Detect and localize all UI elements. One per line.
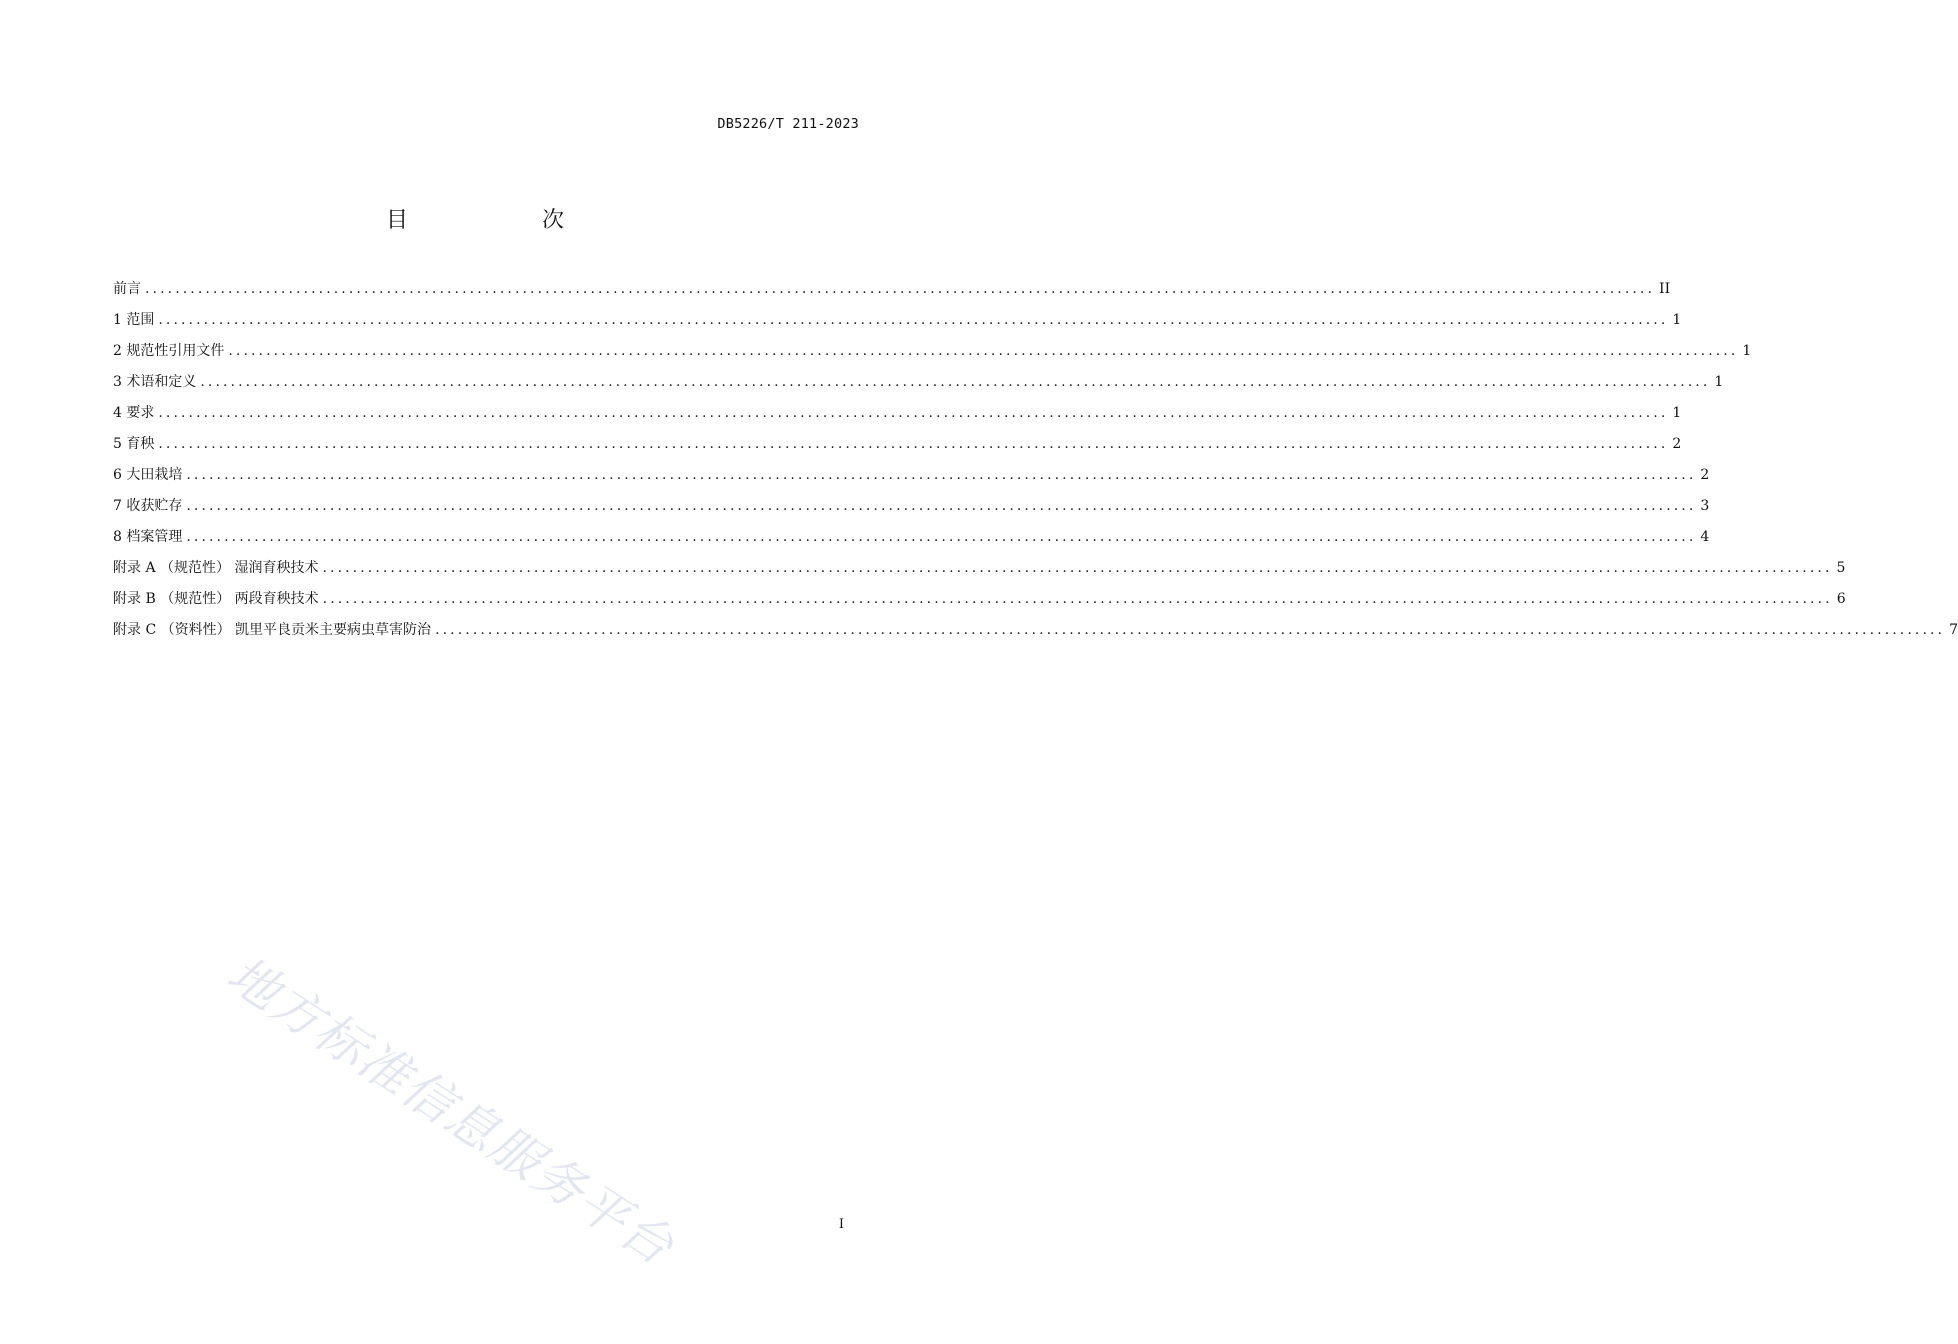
toc-entry-label: 1 范围 [113,312,155,328]
toc-entry[interactable] [113,402,1682,433]
toc-entry-label: 附录 B （规范性） 两段育秧技术 [113,591,319,607]
toc-entry[interactable] [113,588,1846,619]
toc-dot-leader: ........................................................................................................................................................................................................ [435,622,1946,638]
table-of-contents [113,278,1958,650]
toc-entry-label: 6 大田栽培 [113,467,183,483]
page-number: I [838,1217,844,1232]
toc-entry-page: 4 [1700,529,1710,545]
toc-dot-leader: ........................................................................................................................................................................................................ [200,374,1711,390]
toc-dot-leader: ........................................................................................................................................................................................................ [186,467,1697,483]
toc-dot-leader: ........................................................................................................................................................................................................ [158,312,1669,328]
toc-entry-page: II [1659,281,1671,297]
toc-dot-leader: ........................................................................................................................................................................................................ [158,405,1669,421]
toc-dot-leader: ........................................................................................................................................................................................................ [322,560,1833,576]
toc-entry-label: 3 术语和定义 [113,374,197,390]
toc-entry-page: 1 [1672,405,1682,421]
toc-entry[interactable] [113,526,1710,557]
toc-entry-page: 2 [1672,436,1682,452]
toc-entry-page: 7 [1949,622,1958,638]
toc-entry-label: 前言 [113,281,141,297]
toc-entry-page: 6 [1836,591,1846,607]
toc-entry-page: 5 [1836,560,1846,576]
toc-entry-label: 7 收获贮存 [113,498,183,514]
toc-entry[interactable] [113,433,1682,464]
watermark: 地方标准信息服务平台 [217,945,685,1277]
toc-entry-label: 附录 A （规范性） 湿润育秧技术 [113,560,319,576]
toc-entry-label: 4 要求 [113,405,155,421]
toc-dot-leader: ........................................................................................................................................................................................................ [186,529,1697,545]
toc-entry[interactable] [113,340,1752,371]
toc-title: 目 次 [385,208,620,233]
toc-entry[interactable] [113,371,1724,402]
toc-entry[interactable] [113,619,1958,650]
toc-entry[interactable] [113,278,1671,309]
toc-entry-label: 2 规范性引用文件 [113,343,225,359]
toc-entry[interactable] [113,557,1846,588]
toc-entry[interactable] [113,464,1710,495]
toc-entry[interactable] [113,309,1682,340]
toc-entry-page: 2 [1700,467,1710,483]
toc-dot-leader: ........................................................................................................................................................................................................ [228,343,1739,359]
toc-entry-page: 1 [1714,374,1724,390]
toc-dot-leader: ........................................................................................................................................................................................................ [322,591,1833,607]
toc-entry-label: 附录 C （资料性） 凯里平良贡米主要病虫草害防治 [113,622,432,638]
toc-entry-label: 8 档案管理 [113,529,183,545]
toc-entry-label: 5 育秧 [113,436,155,452]
toc-entry-page: 1 [1672,312,1682,328]
toc-dot-leader: ........................................................................................................................................................................................................ [158,436,1669,452]
toc-dot-leader: ........................................................................................................................................................................................................ [186,498,1697,514]
toc-entry-page: 3 [1700,498,1710,514]
toc-entry-page: 1 [1742,343,1752,359]
document-code: DB5226/T 211-2023 [717,116,859,132]
toc-entry[interactable] [113,495,1710,526]
toc-dot-leader: ........................................................................................................................................................................................................ [145,281,1656,297]
